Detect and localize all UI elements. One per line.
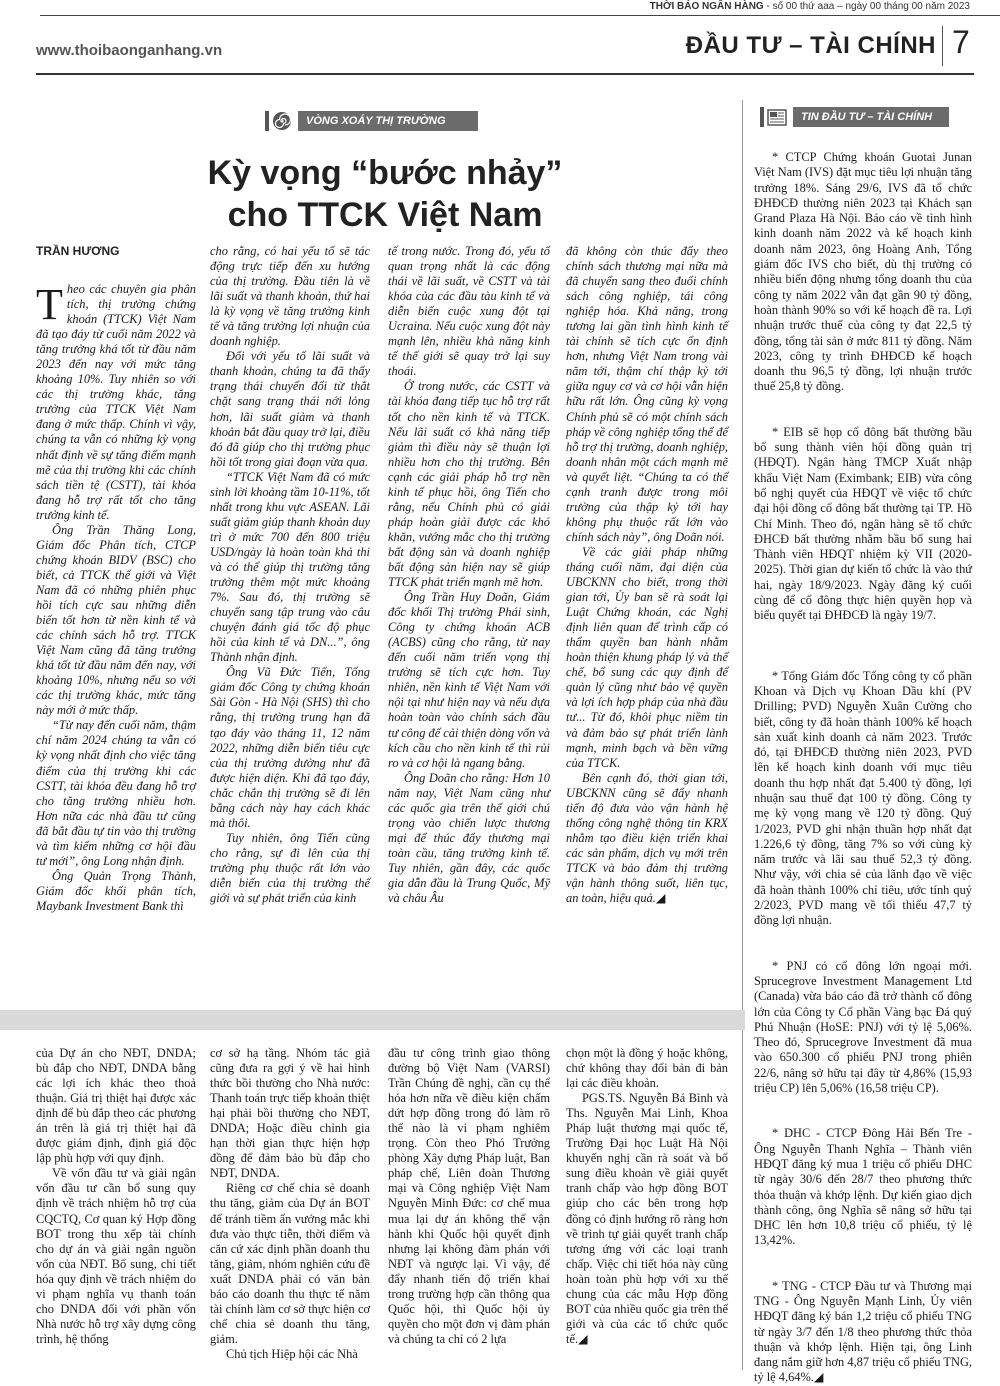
paragraph: Ông Quản Trọng Thành, Giám đốc khối phân tích, Maybank Investment Bank thì	[36, 868, 196, 913]
paragraph: “TTCK Việt Nam đã có mức sinh lời khoảng tầm 10-11%, tốt nhất trong khu vực ASEAN. Lãi suất giảm giúp thanh khoản duy trì ở mức 700 đến 800 triệu USD/ngày là hoàn toàn khả thi và có thể giúp thị trường tăng trưởng thêm một mức khoảng 7%. Sau đó, thị trường sẽ chuyển sang tập trung vào câu chuyện đánh giá tốc độ phục hồi của kinh tế và DN...”, ông Thành nhận định.	[210, 469, 370, 665]
spacer	[754, 929, 972, 959]
continuation-column-1	[36, 1046, 196, 1347]
paragraph: Ở trong nước, các CSTT và tài khóa đang tiếp tục hỗ trợ rất tốt cho nền kinh tế và TTCK. Nếu lãi suất có khả năng tiếp giảm thì điều này sẽ thuận lợi nhiều hơn cho thị trường. Bên cạnh các giải pháp hỗ trợ nền kinh tế phục hồi, ông Tiến cho rằng, nếu Chính phủ có giải pháp hoàn giải được các khó khăn, vướng mắc cho thị trường bất động sản và doanh nghiệp bất động sản hiện nay sẽ giúp TTCK phát triển mạnh mẽ hơn.	[388, 379, 550, 590]
article-headline	[150, 152, 620, 236]
spacer	[754, 1096, 972, 1126]
paragraph: Bên cạnh đó, thời gian tới, UBCKNN cũng sẽ đẩy nhanh tiến độ đưa vào vận hành hệ thống công nghệ thông tin KRX nhằm tạo điều kiện triển khai các sản phẩm, dịch vụ mới trên TTCK và bảo đảm thị trường vận hành thông suốt, liên tục, an toàn, hiệu quả.◢	[566, 770, 728, 906]
paragraph: PGS.TS. Nguyễn Bá Bình và Ths. Nguyễn Mai Linh, Khoa Pháp luật thương mại quốc tế, Trường Đại học Luật Hà Nội khuyến nghị cần rà soát và bổ sung điều khoản về giải quyết tranh chấp vào hợp đồng BOT giúp cho các bên trong hợp đồng có định hướng rõ ràng hơn về trình tự giải quyết tranh chấp tương ứng với các loại tranh chấp. Việc chi tiết hóa này cũng hoàn toàn phù hợp với xu thế chung của các mẫu Hợp đồng BOT của nhiều quốc gia trên thế giới và của các tổ chức quốc tế.◢	[566, 1091, 728, 1346]
sidebar-news	[754, 150, 972, 1386]
paragraph: Về vốn đầu tư và giải ngân vốn đầu tư cần bổ sung quy định về trách nhiệm hỗ trợ của CQCTQ, Cơ quan ký Hợp đồng BOT trong thu xếp tài chính cho dự án và giải ngân nguồn vốn của NĐT. Bổ sung, chi tiết hóa quy định về trách nhiệm do vi phạm nghĩa vụ thanh toán cho DNDA đối với phần vốn Nhà nước hỗ trợ xây dựng công trình, hệ thống	[36, 1166, 196, 1346]
column-tag-sidebar	[760, 106, 949, 128]
newspaper-icon	[767, 107, 787, 127]
top-strip	[0, 0, 1000, 14]
tag-bar	[265, 111, 269, 131]
paragraph: Ông Doãn cho rằng: Hơn 10 năm nay, Việt Nam cũng như các quốc gia trên thế giới chú trọng vào chiến lược thương mại để thúc đẩy thương mại toàn cầu, tăng trưởng kinh tế. Tuy nhiên, gần đây, các quốc gia dẫn đầu là Trung Quốc, Mỹ và châu Âu	[388, 770, 550, 906]
paragraph: đã không còn thúc đẩy theo chính sách thương mại nữa mà đã chuyển sang theo đuổi chính sách công nghiệp, tái công nghiệp hóa. Khả năng, trong tương lai gần tình hình kinh tế tài chính sẽ tích cực ổn định hơn, nhưng Việt Nam trong vài năm tới, thậm chí thập kỷ tới giữa nguy cơ và cơ hội vẫn hiện hữu rất lớn. Ông cũng kỳ vọng Chính phủ sẽ có một chính sách pháp về công nghiệp tổng thể để hỗ trợ thị trường, doanh nghiệp, doanh nhân một cách mạnh mẽ và quyết liệt. “Chúng ta có thể cạnh tranh được trong môi trường của thập kỷ tới hay không phụ thuộc rất lớn vào chính sách này”, ông Doãn nói.	[566, 244, 728, 544]
paragraph: Ông Trần Thăng Long, Giám đốc Phân tích, CTCP chứng khoán BIDV (BSC) cho biết, cả TTCK thế giới và Việt Nam đã có những phiên phục hồi tích cực sau những diễn biến tốt hơn từ nền kinh tế và các chính sách hỗ trợ. TTCK Việt Nam cũng đã tăng trưởng khá tốt từ đầu năm đến nay, với khoảng 10%, nhưng nếu so với các thị trường khác, mức tăng này mới ở mức thấp.	[36, 522, 196, 718]
header-rule	[36, 73, 974, 75]
news-brief: * EIB sẽ họp cổ đông bất thường bầu bổ sung thành viên hội đồng quản trị (HĐQT). Ngân hàng TMCP Xuất nhập khẩu Việt Nam (Eximbank; EIB) vừa công bố nghị quyết của HĐQT về việc tổ chức đại hội đồng cổ đông bất thường tại TP. Hồ Chí Minh. Theo đó, ngân hàng sẽ tổ chức ĐHCĐ bất thường nhằm bầu bổ sung hai Thành viên HĐQT nhiệm kỳ VII (2020-2025). Thời gian dự kiến tổ chức là vào thứ hai, ngày 18/9/2023. Ngày đăng ký cuối cùng để cổ đông thực hiện quyền họp và biểu quyết tại ĐHĐCĐ là ngày 19/7.	[754, 424, 972, 623]
paragraph: Về các giải pháp những tháng cuối năm, đại diện của UBCKNN cho biết, trong thời gian tới, Ủy ban sẽ rà soát lại Luật Chứng khoán, các Nghị định liên quan để trình cấp có thẩm quyền ban hành nhằm hoàn thiện khung pháp lý và thể chế, bổ sung các quy định để quản lý cũng như bảo vệ quyền và lợi ích hợp pháp của nhà đầu tư... Từ đó, khôi phục niềm tin và đảm bảo sự phát triển lành mạnh, minh bạch và bền vững của TTCK.	[566, 544, 728, 770]
spacer	[754, 624, 972, 654]
paragraph-text: heo các chuyên gia phân tích, thị trường chứng khoán (TTCK) Việt Nam đã tạo đáy từ cuối năm 2022 và tăng trưởng khá tốt từ đầu năm 2023 đến nay với mức tăng khoảng 10%. Tuy nhiên so với các thị trường khác, tăng trưởng của TTCK Việt Nam đang ở mức thấp. Chính vì vậy, chúng ta vẫn có những kỳ vọng nhất định về sự tăng điểm mạnh mẽ của thị trường khi các chính sách tiền tệ (CSTT), tài khóa đang hỗ trợ rất tốt cho tăng trưởng kinh tế.	[36, 282, 196, 522]
article-column-1	[36, 282, 196, 914]
tag-bar	[760, 107, 764, 127]
headline-line-2: cho TTCK Việt Nam	[227, 196, 543, 234]
page-number: 7	[952, 24, 970, 60]
continuation-column-3	[388, 1046, 550, 1347]
paragraph	[36, 282, 196, 523]
section-band	[0, 1010, 745, 1030]
spacer	[754, 395, 972, 425]
paragraph: cơ sở hạ tầng. Nhóm tác giả cũng đưa ra gợi ý về hai hình thức bồi thường cho Nhà nước: Thanh toán trực tiếp khoản thiệt hại phải bồi thường cho NĐT, DNDA; Hoặc điều chỉnh gia hạn thời gian thực hiện hợp đồng để đảm bảo bù đắp cho NĐT, DNDA.	[210, 1046, 370, 1181]
news-brief: * PNJ có cổ đông lớn ngoại mới. Sprucegrove Investment Management Ltd (Canada) vừa báo cáo đã trở thành cổ đông lớn của Công ty Cổ phần Vàng bạc Đá quý Phú Nhuận (HoSE: PNJ) với tỷ lệ 5,06%. Theo đó, Sprucegrove Investment đã mua vào 650.300 cổ phiếu PNJ trong phiên 22/6, nâng sở hữu tại đây từ 4,86% (15,93 triệu CP) lên 5,06% (16,58 triệu CP).	[754, 958, 972, 1096]
paragraph: của Dự án cho NĐT, DNDA; bù đắp cho NĐT, DNDA bằng các lợi ích khác theo thoả thuận. Giá trị thiệt hại được xác định để bù đắp theo các phương án trên là giá trị thiệt hại đã được giám định, định giá độc lập phù hợp với quy định.	[36, 1046, 196, 1166]
paragraph: tế trong nước. Trong đó, yếu tố quan trọng nhất là các động thái về lãi suất, về CSTT và tài khóa của các đầu tàu kinh tế và diễn biến cuộc xung đột tại Ucraina. Nếu cuộc xung đột này mạnh lên, nhiều khả năng kinh tế thế giới sẽ quay trở lại suy thoái.	[388, 244, 550, 379]
paragraph: Chủ tịch Hiệp hội các Nhà	[226, 1346, 358, 1361]
column-tag-label: TIN ĐẦU TƯ – TÀI CHÍNH	[793, 107, 949, 127]
column-tag-main	[265, 110, 478, 132]
column-tag-label: VÒNG XOÁY THỊ TRƯỜNG	[298, 111, 478, 131]
paragraph: Ông Vũ Đức Tiến, Tổng giám đốc Công ty chứng khoán Sài Gòn - Hà Nội (SHS) thì cho rằng, thị trường trung hạn đã tạo đáy vào tháng 11, 12 năm 2022, những diễn biến tiêu cực của thị trường dường như đã được hiện diện. Khi đã tạo đáy, chắc chắn thị trường sẽ đi lên bằng cách này hay cách khác mà thôi.	[210, 665, 370, 830]
site-url: www.thoibaonganhang.vn	[36, 42, 223, 59]
paragraph: cho rằng, có hai yếu tố sẽ tác động trực tiếp đến xu hướng của thị trường. Đầu tiên là về lãi suất và thanh khoản, thứ hai là kỳ vọng về tăng trưởng kinh tế và tăng trưởng lợi nhuận của doanh nghiệp.	[210, 244, 370, 349]
paragraph: Tuy nhiên, ông Tiến cũng cho rằng, sự đi lên của thị trường phụ thuộc rất lớn vào diễn biến của thị trường thế giới và sự phát triển của kinh	[210, 830, 370, 906]
spacer	[754, 654, 972, 669]
sidebar-divider	[742, 100, 743, 1370]
issue-info: - số 00 thứ aaa – ngày 00 tháng 00 năm 2023	[766, 1, 970, 12]
publication-name: THỜI BÁO NGÂN HÀNG	[649, 1, 764, 12]
news-brief: * DHC - CTCP Đông Hải Bến Tre - Ông Nguyễn Thanh Nghĩa – Thành viên HĐQT đăng ký mua 1 triệu cổ phiếu DHC từ ngày 30/6 đến 28/7 theo phương thức thỏa thuận và khớp lệnh. Dự kiến giao dịch thành công, ông Nghĩa sẽ nâng sở hữu tại DHC lên hơn 10,8 triệu cổ phiếu, tỷ lệ 13,42%.	[754, 1126, 972, 1248]
issue-line	[650, 1, 970, 12]
top-rule	[40, 15, 1000, 16]
spiral-icon	[272, 111, 292, 131]
spacer	[754, 1249, 972, 1279]
section-title: ĐẦU TƯ – TÀI CHÍNH	[685, 32, 936, 59]
article-column-2	[210, 244, 370, 906]
news-brief: * TNG - CTCP Đầu tư và Thương mại TNG - Ông Nguyễn Mạnh Linh, Ủy viên HĐQT đăng ký bán 1,2 triệu cổ phiếu TNG từ ngày 3/7 đến 1/8 theo phương thức thỏa thuận và khớp lệnh. Hiện tại, ông Linh đang nắm giữ hơn 4,87 triệu cổ phiếu TNG, tỷ lệ 4,64%.◢	[754, 1278, 972, 1385]
news-brief: * CTCP Chứng khoán Guotai Junan Việt Nam (IVS) đặt mục tiêu lợi nhuận tăng trưởng 18%. Sáng 29/6, IVS đã tổ chức ĐHĐCĐ thường niên 2023 tại Khách sạn Grand Plaza Hà Nội. Báo cáo về tình hình kinh doanh năm 2022 và kế hoạch kinh doanh năm 2023, ông Hoàng Anh, Tổng giám đốc IVS cho biết, dù thị trường có nhiều biến động nhưng tổng doanh thu của công ty năm 2022 vẫn đạt gần 90 tỷ đồng, hoàn thành 90% so với kế hoạch đề ra. Lợi nhuận trước thuế của công ty đạt 22,5 tỷ đồng, tổng tài sản ở mức 811 tỷ đồng. Năm 2023, công ty trình ĐHĐCĐ kế hoạch doanh thu 96,5 tỷ đồng, lợi nhuận trước thuế 25,8 tỷ đồng.	[754, 150, 972, 394]
paragraph: “Từ nay đến cuối năm, thậm chí năm 2024 chúng ta vẫn có kỳ vọng nhất định cho việc tăng điểm của thị trường khi các CSTT, tài khóa đều đang hỗ trợ cho tăng trưởng nhiều hơn. Hơn nữa các nhà đầu tư cũng đã bắt đầu tự tin vào thị trường và tìm kiếm những cơ hội đầu tư mới”, ông Long nhận định.	[36, 718, 196, 868]
drop-cap: T	[36, 280, 63, 329]
article-column-4	[566, 244, 728, 906]
paragraph: Đối với yếu tố lãi suất và thanh khoản, chúng ta đã thấy trạng thái chuyển đổi từ thắt chặt sang trạng thái nới lỏng hơn, lãi suất giảm và thanh khoản bắt đầu quay trở lại, điều đó đã giúp cho thị trường phục hồi tốt trong giai đoạn vừa qua.	[210, 349, 370, 469]
page-number-divider	[942, 26, 943, 66]
continuation-column-4	[566, 1046, 728, 1347]
paragraph: Ông Trần Huy Doãn, Giám đốc khối Thị trường Phái sinh, Công ty chứng khoán ACB (ACBS) cũng cho rằng, từ nay đến cuối năm triển vọng thị trường sẽ tích cực hơn. Tuy nhiên, nền kinh tế Việt Nam với nội tại như hiện nay và nếu dựa hoàn toàn vào chính sách đầu tư công để cải thiện dòng vốn và kích cầu cho nền kinh tế thì rủi ro và cơ hội là ngang bằng.	[388, 590, 550, 770]
paragraph: đầu tư công trình giao thông đường bộ Việt Nam (VARSI) Trần Chúng đề nghị, cần cụ thể hóa hơn nữa về điều kiện chấm dứt hợp đồng trong đó làm rõ thế nào là vi phạm nghiêm trọng. Còn theo Phó Trưởng phòng Xây dựng Pháp luật, Ban pháp chế, Liên đoàn Thương mại và Công nghiệp Việt Nam Nguyễn Minh Đức: cơ chế mua mua lại dự án không thể vận hành khi Quốc hội quyết định nhưng lại không đàm phán với NĐT và ngược lại. Vì vậy, để đẩy nhanh tiến độ triển khai trong trường hợp cần thông qua Quốc hội, thì Quốc hội ủy quyền cho một đơn vị đàm phán và chúng ta chỉ có 2 lựa	[388, 1046, 550, 1346]
news-brief: * Tổng Giám đốc Tổng công ty cổ phần Khoan và Dịch vụ Khoan Dầu khí (PV Drilling; PVD) Nguyễn Xuân Cường cho biết, công ty đã hoàn thành 100% kế hoạch sản xuất kinh doanh cả năm 2023. Trước đó, tại ĐHĐCĐ thường niên 2023, PVD lên kế hoạch kinh doanh với mục tiêu doanh thu hợp nhất đạt 5.400 tỷ đồng, lợi nhuận sau thuế đạt 100 tỷ đồng. Công ty mẹ kỳ vọng mang về 120 tỷ đồng. Quý 1/2023, PVD ghi nhận thuần hợp nhất đạt 1.226,6 tỷ đồng, tăng 7% so với cùng kỳ năm trước và lãi sau thuế 52,3 tỷ đồng. Như vậy, với chia sẻ của lãnh đạo về việc đã hoàn thành 100% chỉ tiêu, ước tính quý 2/2023, PVD mang về tối thiểu 47,7 tỷ đồng lợi nhuận.	[754, 668, 972, 928]
paragraph: Riêng cơ chế chia sẻ doanh thu tăng, giảm của Dự án BOT để tránh tiềm ẩn vướng mắc khi đưa vào thực tiễn, thời điểm và căn cứ xác định phần doanh thu tăng, giảm, nhóm nghiên cứu đề xuất DNDA phải có văn bản báo cáo doanh thu thực tế năm tài chính làm cơ sở thực hiện cơ chế chia sẻ doanh thu tăng, giảm.	[210, 1181, 370, 1346]
byline: TRẦN HƯƠNG	[36, 244, 120, 258]
article-column-3	[388, 244, 550, 906]
paragraph: chọn một là đồng ý hoặc không, chứ không thay đổi bản đi bản lại các điều khoản.	[566, 1046, 728, 1091]
headline-line-1: Kỳ vọng “bước nhảy”	[207, 154, 563, 192]
continuation-column-2	[210, 1046, 370, 1362]
